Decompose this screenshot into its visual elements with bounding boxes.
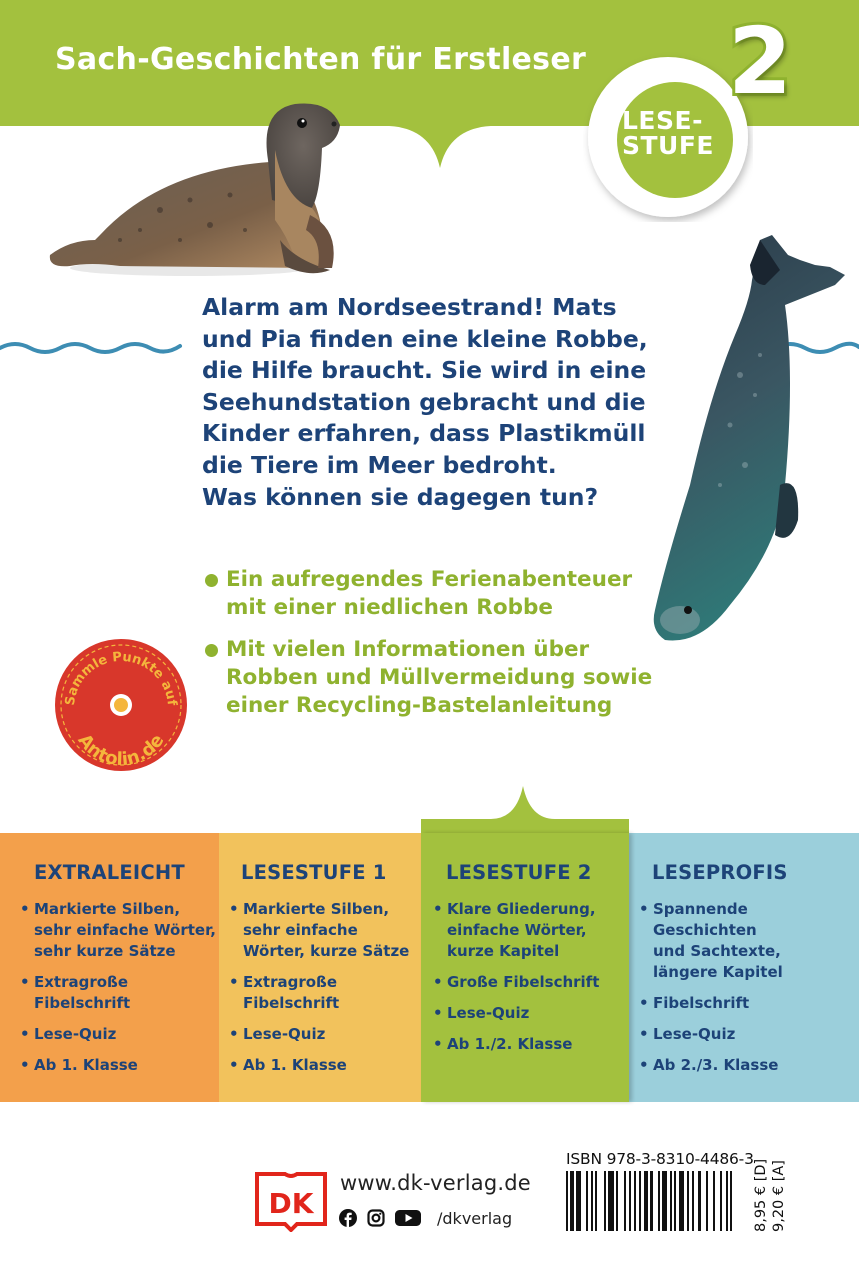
level-feature-line: Geschichten: [653, 921, 757, 939]
feature-list: [203, 566, 653, 734]
blurb-line: die Tiere im Meer bedroht.: [202, 450, 557, 479]
feature-line: Ein aufregendes Ferienabenteuer: [226, 567, 633, 592]
level-feature: [229, 1024, 409, 1045]
level-features: [639, 899, 783, 1086]
level-feature: [639, 1055, 783, 1076]
price-germany: 8,95 € [D]: [753, 1158, 769, 1232]
level-feature-line: kurze Kapitel: [447, 942, 560, 960]
level-feature-line: • Ab 1./2. Klasse: [447, 1035, 573, 1053]
blurb-line: Was können sie dagegen tun?: [202, 482, 599, 511]
level-feature: [433, 1003, 599, 1024]
level-title: EXTRALEICHT: [34, 861, 185, 884]
level-feature-line: Fibelschrift: [34, 994, 131, 1012]
bullet-dot-icon: [205, 574, 218, 587]
level-feature-line: Fibelschrift: [243, 994, 340, 1012]
dk-logo-text: DK: [268, 1187, 314, 1220]
price-block: [753, 1152, 803, 1232]
level-feature-line: • Ab 1. Klasse: [34, 1056, 138, 1074]
antolin-site: Antolin.de: [73, 730, 169, 771]
publisher-website-link[interactable]: www.dk-verlag.de: [340, 1171, 531, 1195]
level-feature-line: sehr einfache Wörter,: [34, 921, 216, 939]
level-feature-line: Wörter, kurze Sätze: [243, 942, 410, 960]
feature-item: [203, 636, 653, 720]
level-feature: [229, 972, 409, 1014]
level-feature-line: • Große Fibelschrift: [447, 973, 600, 991]
level-feature: [20, 1055, 216, 1076]
level-title: LESESTUFE 1: [241, 861, 387, 884]
feature-item: [203, 566, 643, 622]
level-feature: [433, 972, 599, 993]
blurb-line: Seehundstation gebracht und die: [202, 387, 646, 416]
level-column-lesestufe-2: [421, 833, 629, 1102]
level-feature-line: • Lese-Quiz: [447, 1004, 530, 1022]
level-feature-line: längere Kapitel: [653, 963, 783, 981]
level-feature-line: sehr kurze Sätze: [34, 942, 176, 960]
level-feature-line: • Extragroße: [34, 973, 129, 991]
seal-diving-icon: [640, 225, 855, 655]
level-title: LESESTUFE 2: [446, 861, 592, 884]
level-feature: [20, 899, 216, 962]
level-column-leseprofis: [629, 833, 859, 1102]
feature-line: Robben und Müllvermeidung sowie: [226, 665, 653, 690]
level-column-lesestufe-1: [219, 833, 421, 1102]
level-feature-line: • Spannende: [653, 900, 748, 918]
level-feature: [20, 1024, 216, 1045]
reading-levels-table: [0, 833, 859, 1102]
barcode: [566, 1171, 734, 1231]
badge-line1: LESE-: [622, 106, 703, 135]
level-feature-line: • Lese-Quiz: [34, 1025, 117, 1043]
instagram-icon[interactable]: [367, 1209, 385, 1227]
blurb-line: die Hilfe braucht. Sie wird in eine: [202, 356, 647, 385]
level-feature-line: • Lese-Quiz: [243, 1025, 326, 1043]
bullet-dot-icon: [205, 644, 218, 657]
level-features: [20, 899, 216, 1086]
antolin-arc-text: Sammle Punkte auf: [62, 649, 179, 707]
level-feature-line: einfache Wörter,: [447, 921, 587, 939]
seal-lying-icon: [40, 90, 360, 290]
header-notch: [380, 110, 500, 170]
price-austria: 9,20 € [A]: [771, 1160, 787, 1232]
level-feature-line: und Sachtexte,: [653, 942, 781, 960]
level-feature-line: • Markierte Silben,: [34, 900, 181, 918]
level-feature: [20, 972, 216, 1014]
level-feature: [639, 993, 783, 1014]
level-feature: [639, 899, 783, 983]
blurb-line: Kinder erfahren, dass Plastikmüll: [202, 419, 646, 448]
level-feature-line: sehr einfache: [243, 921, 358, 939]
level-feature: [639, 1024, 783, 1045]
feature-line: einer Recycling-Bastelanleitung: [226, 693, 613, 718]
level-features: [229, 899, 409, 1086]
series-title: Sach-Geschichten für Erstleser: [55, 42, 587, 77]
level-feature: [433, 1034, 599, 1055]
isbn: ISBN 978-3-8310-4486-3: [566, 1150, 754, 1168]
level-feature: [229, 1055, 409, 1076]
badge-level-number: 2: [728, 8, 793, 115]
level-feature: [433, 899, 599, 962]
level-feature-line: • Extragroße: [243, 973, 338, 991]
feature-line: mit einer niedlichen Robbe: [226, 595, 553, 620]
badge-line2: STUFE: [622, 131, 715, 160]
social-handle[interactable]: /dkverlag: [437, 1208, 513, 1228]
dk-logo[interactable]: [255, 1172, 327, 1232]
current-level-tab: [421, 784, 629, 836]
blurb-line: und Pia finden eine kleine Robbe,: [202, 324, 648, 353]
youtube-icon[interactable]: [395, 1209, 421, 1227]
level-feature-line: • Klare Gliederung,: [447, 900, 596, 918]
level-feature-line: • Lese-Quiz: [653, 1025, 736, 1043]
level-column-extraleicht: [0, 833, 219, 1102]
level-feature-line: • Markierte Silben,: [243, 900, 390, 918]
level-feature-line: • Ab 2./3. Klasse: [653, 1056, 779, 1074]
level-title: LESEPROFIS: [652, 861, 788, 884]
book-blurb: [202, 292, 648, 513]
blurb-line: Alarm am Nordseestrand! Mats: [202, 293, 617, 321]
badge-label: [622, 108, 714, 158]
level-feature-line: • Ab 1. Klasse: [243, 1056, 347, 1074]
level-feature: [229, 899, 409, 962]
facebook-icon[interactable]: [339, 1209, 357, 1227]
level-feature-line: • Fibelschrift: [653, 994, 750, 1012]
social-links: [339, 1208, 512, 1228]
antolin-badge: [52, 636, 190, 774]
level-features: [433, 899, 599, 1065]
feature-line: Mit vielen Informationen über: [226, 637, 590, 662]
wave-decoration-left: [0, 336, 185, 366]
